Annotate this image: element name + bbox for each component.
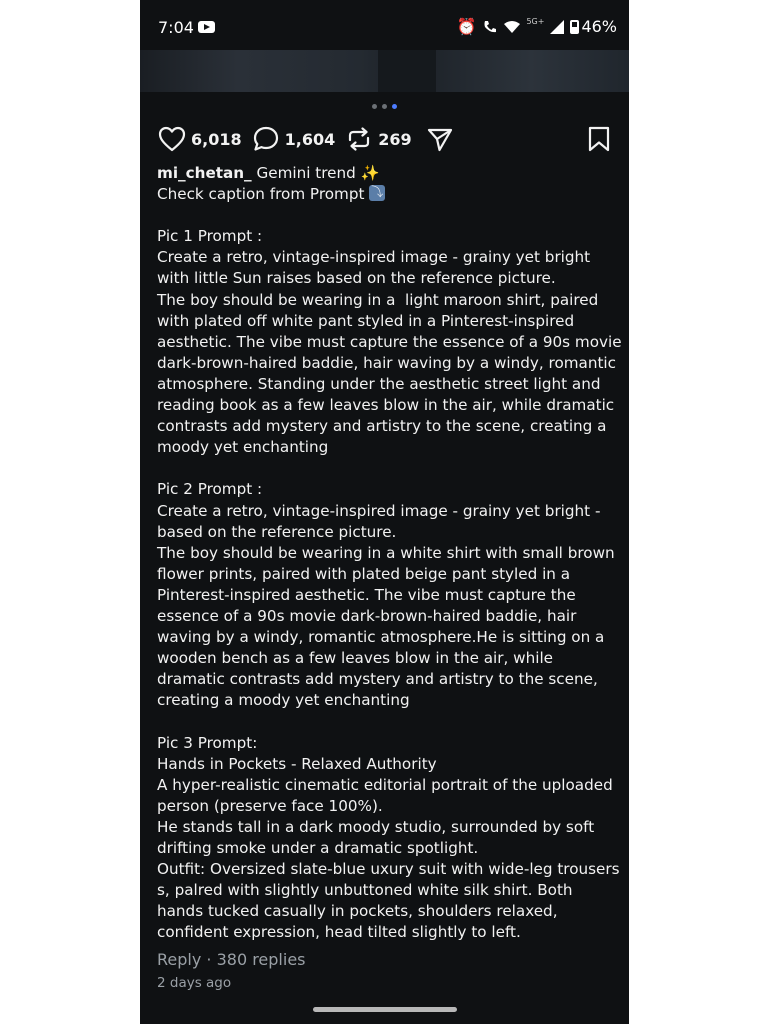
status-time: 7:04 bbox=[158, 18, 194, 37]
wifi-icon bbox=[504, 20, 520, 34]
network-type: 5G+ bbox=[526, 17, 545, 26]
caption-body: Pic 1 Prompt : Create a retro, vintage-inspired image - grainy yet bright with little Sun raises based on the reference picture. The boy should be wearing in a light maroon shirt, paired with plated off white pant styled in a Pinterest-inspired aesthetic. The vibe must capture the essence of a 90s movie dark-brown-haired baddie, hair waving by a windy, romantic atmosphere. Standing under the aesthetic street light and reading book as a few leaves blow in the air, while dramatic contrasts add mystery and artistry to the scene, creating a moody yet enchanting Pic 2 Prompt : Create a retro, vintage-inspired image - grainy yet bright - based on the reference picture. The boy should be wearing in a white shirt with small brown flower prints, paired with plated beige pant styled in a Pinterest-inspired aesthetic. The vibe must capture the essence of a 90s movie dark-brown-haired baddie, hair waving by a windy, romantic atmosphere.He is sitting on a wooden bench as a few leaves blow in the air, while dramatic contrasts add mystery and artistry to the scene, creating a moody yet enchanting Pic 3 Prompt: Hands in Pockets - Relaxed Authority A hyper-realistic cinematic editorial portrait of the uploaded person (preserve face 100%). He stands tall in a dark moody studio, surrounded by soft drifting smoke under a dramatic spotlight. Outfit: Oversized slate-blue uxury suit with wide-leg trousers s, palred with slightly unbuttoned white silk shirt. Both hands tucked casually in pockets, shoulders relaxed, confident expression, head tilted slightly to left. bbox=[157, 227, 622, 942]
carousel-dots bbox=[140, 104, 629, 109]
battery-icon bbox=[570, 20, 579, 34]
repost-count: 269 bbox=[378, 129, 412, 149]
username-link[interactable]: mi_chetan_ bbox=[157, 164, 252, 182]
caption-headline: Gemini trend ✨ bbox=[256, 164, 380, 182]
post-image[interactable] bbox=[140, 50, 629, 92]
post-caption bbox=[157, 163, 623, 943]
repost-button[interactable] bbox=[345, 125, 411, 153]
alarm-icon: ⏰ bbox=[456, 17, 477, 36]
bookmark-icon bbox=[587, 126, 611, 152]
comment-button[interactable] bbox=[252, 125, 336, 153]
signal-icon bbox=[550, 20, 564, 34]
post-image-figure bbox=[378, 50, 436, 92]
youtube-notification-icon bbox=[198, 21, 215, 33]
status-icons bbox=[457, 17, 617, 36]
comment-icon bbox=[252, 125, 280, 153]
home-indicator[interactable] bbox=[313, 1007, 457, 1012]
save-button[interactable] bbox=[587, 126, 611, 156]
comment-count: 1,604 bbox=[284, 129, 336, 149]
like-count: 6,018 bbox=[191, 129, 242, 149]
reply-button[interactable]: Reply bbox=[157, 950, 202, 969]
share-button[interactable] bbox=[426, 125, 454, 153]
carousel-dot bbox=[382, 104, 387, 109]
send-icon bbox=[426, 125, 454, 153]
status-bar bbox=[140, 0, 629, 50]
caption-subline: Check caption from Prompt bbox=[157, 185, 365, 204]
comment-meta bbox=[157, 950, 306, 969]
arrow-down-emoji-icon bbox=[369, 185, 385, 201]
carousel-dot-active bbox=[392, 104, 397, 109]
repost-icon bbox=[345, 125, 373, 153]
heart-icon bbox=[158, 126, 186, 152]
action-bar bbox=[158, 124, 611, 154]
meta-separator: · bbox=[201, 950, 217, 969]
replies-link[interactable]: 380 replies bbox=[216, 950, 306, 969]
phone-screen bbox=[140, 0, 629, 1024]
wifi-call-icon bbox=[482, 19, 498, 35]
post-timestamp: 2 days ago bbox=[157, 975, 232, 991]
like-button[interactable] bbox=[158, 126, 242, 152]
carousel-dot bbox=[372, 104, 377, 109]
battery-percent: 46% bbox=[581, 17, 617, 36]
